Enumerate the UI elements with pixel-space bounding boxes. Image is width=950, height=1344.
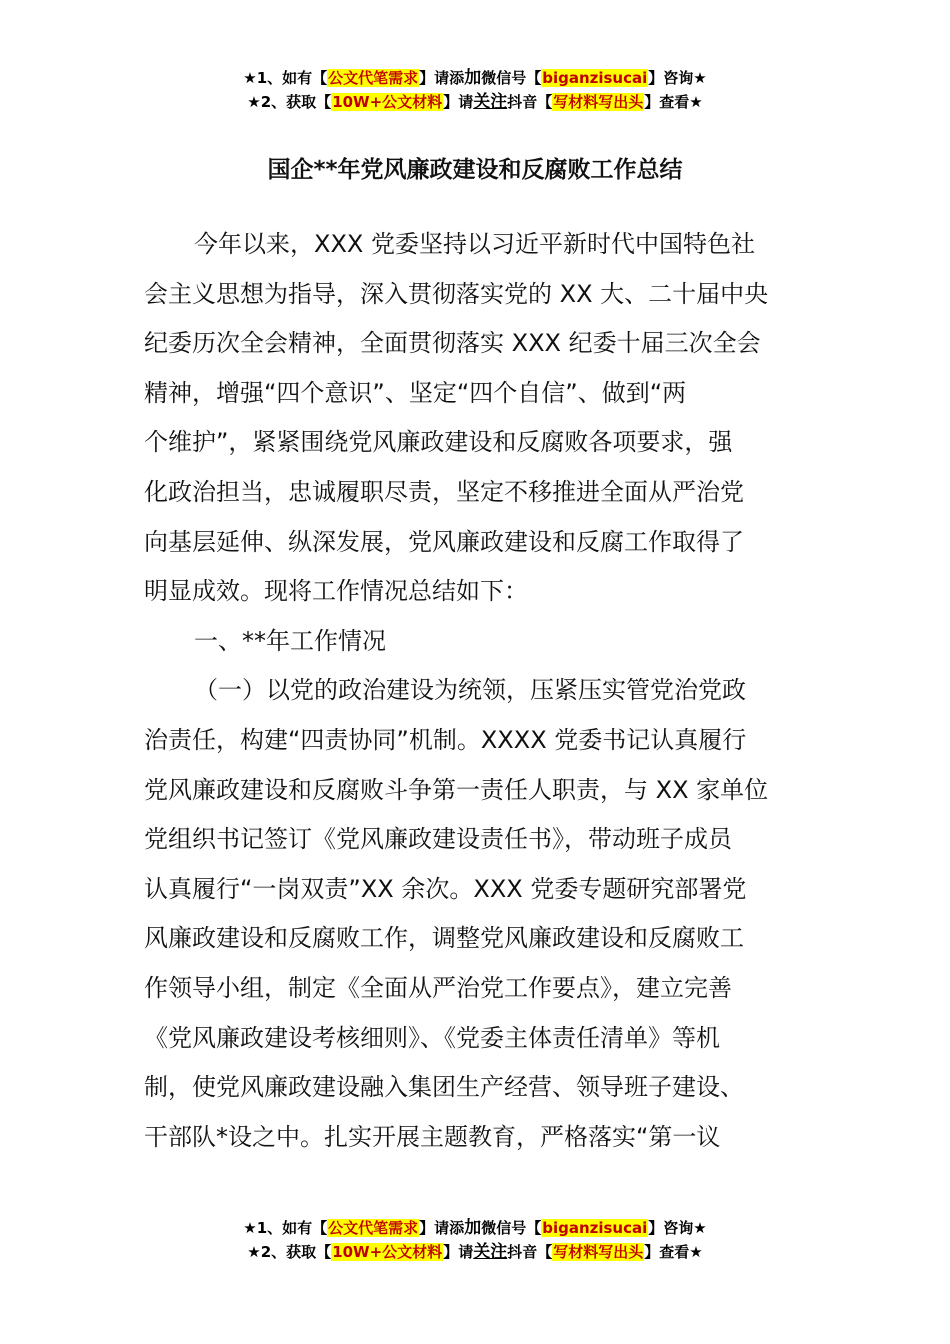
promo-highlight: 公文代笔需求 xyxy=(328,1219,419,1237)
promo-emphasis: 关注 xyxy=(473,92,508,112)
promo-highlight: 10W+公文材料 xyxy=(332,1243,443,1261)
body-line: 风廉政建设和反腐败工作，调整党风廉政建设和反腐败工 xyxy=(144,924,744,953)
body-line: 纪委历次全会精神，全面贯彻落实 XXX 纪委十届三次全会 xyxy=(144,329,761,358)
promo-text: 抖音【 xyxy=(507,93,553,111)
body-line: 明显成效。现将工作情况总结如下： xyxy=(144,577,528,606)
body-line: （一）以党的政治建设为统领，压紧压实管党治党政 xyxy=(194,676,746,705)
body-line: 个维护”，紧紧围绕党风廉政建设和反腐败各项要求，强 xyxy=(144,428,733,457)
promo-highlight: biganzisucai xyxy=(542,69,648,87)
promo-text: ★2、获取【 xyxy=(247,1243,332,1261)
body-line: 干部队*设之中。扎实开展主题教育，严格落实“第一议 xyxy=(144,1122,721,1151)
promo-text: 】咨询★ xyxy=(648,69,707,87)
promo-line-2 xyxy=(0,1240,950,1264)
promo-text: 】查看★ xyxy=(644,1243,703,1261)
body-line: 化政治担当，忠诚履职尽责，坚定不移推进全面从严治党 xyxy=(144,477,744,506)
document-body xyxy=(144,220,808,1162)
promo-text: 】请添 xyxy=(419,1219,465,1237)
promo-text: 】请添 xyxy=(419,69,465,87)
body-line: 今年以来，XXX 党委坚持以习近平新时代中国特色社 xyxy=(194,230,755,258)
body-line: 向基层延伸、纵深发展，党风廉政建设和反腐工作取得了 xyxy=(144,527,744,556)
body-line: 治责任，构建“四责协同”机制。XXXX 党委书记认真履行 xyxy=(144,725,747,754)
body-line: 认真履行“一岗双责”XX 余次。XXX 党委专题研究部署党 xyxy=(144,874,747,903)
promo-text: ★2、获取【 xyxy=(247,93,332,111)
promo-text: 抖音【 xyxy=(507,1243,553,1261)
promo-line-2 xyxy=(0,90,950,114)
promo-emphasis: 加 xyxy=(464,1218,482,1238)
promo-highlight: 10W+公文材料 xyxy=(332,93,443,111)
promo-text: 微信号【 xyxy=(481,69,542,87)
promo-text: ★1、如有【 xyxy=(243,69,328,87)
promo-text: 微信号【 xyxy=(481,1219,542,1237)
section-heading: 一、**年工作情况 xyxy=(194,626,386,655)
promo-emphasis: 加 xyxy=(464,68,482,88)
promo-emphasis: 关注 xyxy=(473,1242,508,1262)
body-line: 《党风廉政建设考核细则》、《党委主体责任清单》等机 xyxy=(144,1023,720,1052)
promo-highlight: biganzisucai xyxy=(542,1219,648,1237)
body-line: 作领导小组，制定《全面从严治党工作要点》，建立完善 xyxy=(144,973,732,1002)
promo-text: ★1、如有【 xyxy=(243,1219,328,1237)
promo-text: 】请 xyxy=(443,1243,474,1261)
promo-highlight: 写材料写出头 xyxy=(553,1243,644,1261)
header-promo-banner xyxy=(0,66,950,114)
footer-promo-banner xyxy=(0,1216,950,1264)
document-title: 国企**年党风廉政建设和反腐败工作总结 xyxy=(267,157,683,183)
promo-text: 】查看★ xyxy=(644,93,703,111)
body-line: 会主义思想为指导，深入贯彻落实党的 XX 大、二十届中央 xyxy=(144,279,769,308)
body-line: 精神，增强“四个意识”、坚定“四个自信”、做到“两 xyxy=(144,378,687,407)
body-line: 制，使党风廉政建设融入集团生产经营、领导班子建设、 xyxy=(144,1073,744,1102)
promo-text: 】咨询★ xyxy=(648,1219,707,1237)
body-line: 党组织书记签订《党风廉政建设责任书》，带动班子成员 xyxy=(144,825,732,854)
promo-highlight: 写材料写出头 xyxy=(553,93,644,111)
body-line: 党风廉政建设和反腐败斗争第一责任人职责，与 XX 家单位 xyxy=(144,775,769,804)
promo-line-1 xyxy=(0,66,950,90)
promo-highlight: 公文代笔需求 xyxy=(328,69,419,87)
promo-line-1 xyxy=(0,1216,950,1240)
promo-text: 】请 xyxy=(443,93,474,111)
